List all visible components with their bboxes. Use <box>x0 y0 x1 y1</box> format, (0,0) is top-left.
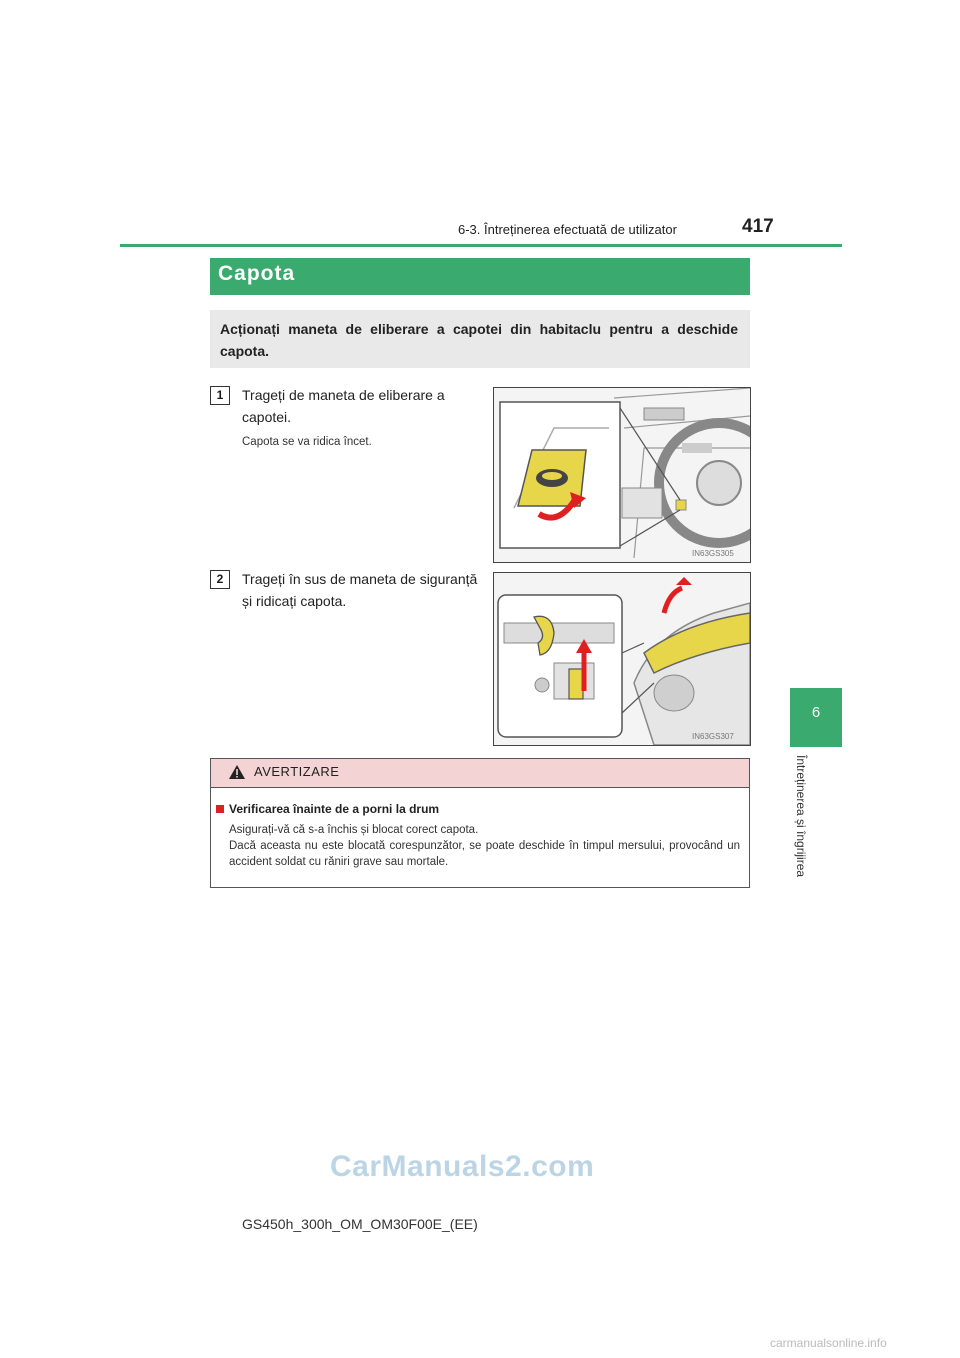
page-number: 417 <box>742 216 774 237</box>
section-title: Capota <box>218 262 296 285</box>
watermark-carmanualsonline: carmanualsonline.info <box>770 1336 887 1350</box>
step-2-line-1: Trageți în sus de maneta de siguranță <box>242 571 478 587</box>
figure-code-2: IN63GS307 <box>692 732 734 741</box>
figure-safety-catch <box>493 572 751 746</box>
step-number-2: 2 <box>210 570 230 589</box>
intro-text: Acționați maneta de eliberare a capotei din habitaclu pentru a deschide capota. <box>220 321 738 359</box>
step-1-note: Capota se va ridica încet. <box>242 436 372 448</box>
figure-hood-release-lever <box>493 387 751 563</box>
safety-catch-illustration <box>494 573 750 745</box>
red-square-bullet-icon <box>216 805 224 813</box>
safety-lever <box>569 669 583 699</box>
warning-subtitle: Verificarea înainte de a porni la drum <box>229 802 440 816</box>
step-1-line-2: capotei. <box>242 409 292 425</box>
running-header: 6-3. Întreținerea efectuată de utilizator <box>458 222 677 237</box>
watermark-carmanuals2: CarManuals2.com <box>330 1150 595 1183</box>
step-2-line-2: și ridicați capota. <box>242 593 347 609</box>
chapter-label: Întreținerea și îngrijirea <box>794 755 808 878</box>
warning-body <box>229 822 740 870</box>
figure-code-1: IN63GS305 <box>692 549 734 558</box>
footer-document-code: GS450h_300h_OM_OM30F00E_(EE) <box>242 1216 478 1232</box>
warning-label: AVERTIZARE <box>254 764 340 779</box>
step-number-1: 1 <box>210 386 230 405</box>
warning-line-2: Dacă aceasta nu este blocată corespunzător, se poate deschide în timpul mersului, provocând un accident soldat cu răniri grave sau mortale. <box>229 840 740 868</box>
warning-line-1: Asigurați-vă că s-a închis și blocat corect capota. <box>229 824 479 836</box>
step-1-line-1: Trageți de maneta de eliberare a <box>242 387 445 403</box>
hood-release-illustration <box>494 388 750 562</box>
header-rule <box>120 244 842 247</box>
warning-triangle-icon <box>228 764 246 780</box>
chapter-number: 6 <box>811 704 821 721</box>
